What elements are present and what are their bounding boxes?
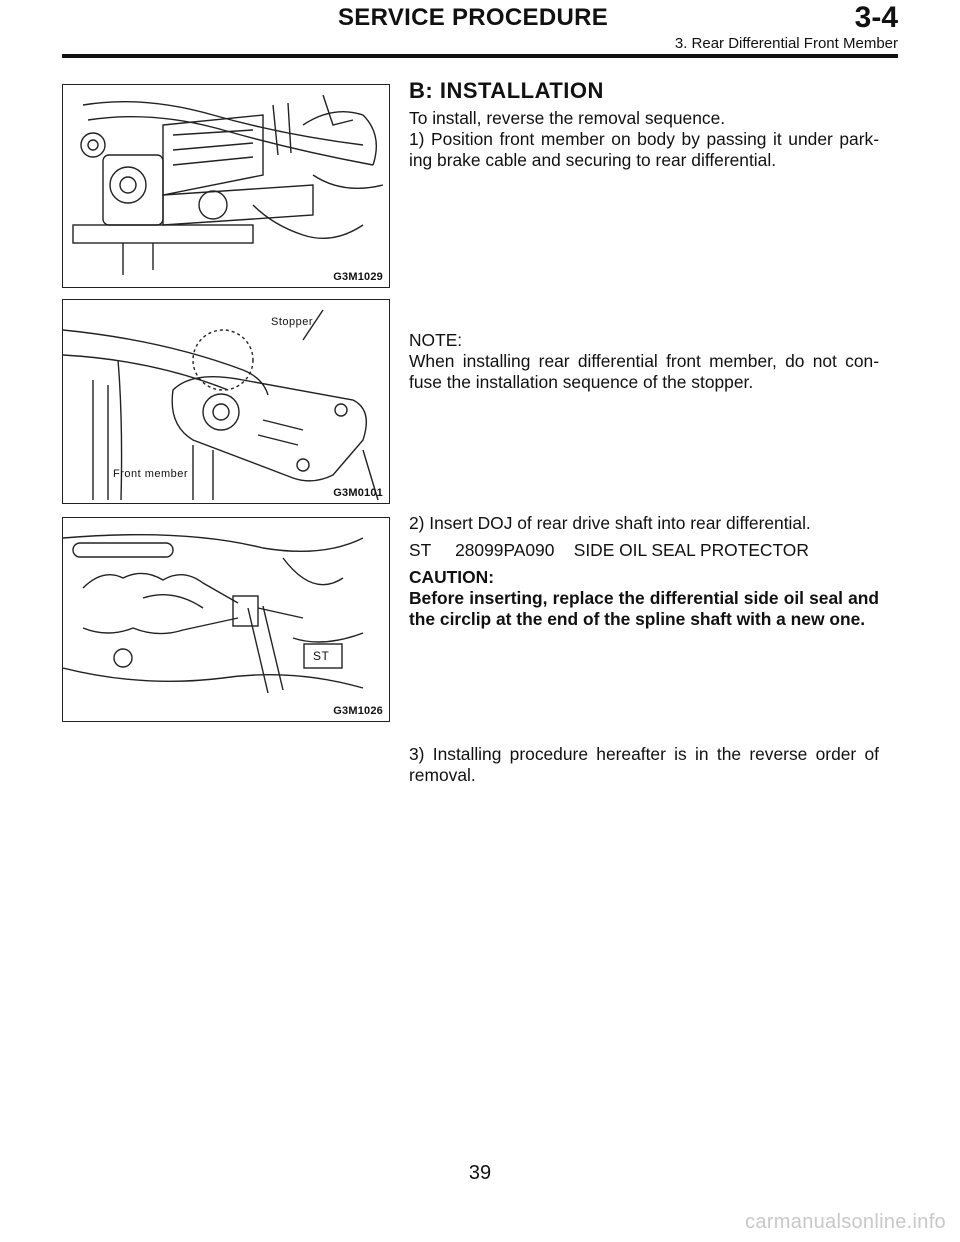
section-title: SERVICE PROCEDURE <box>338 4 609 31</box>
step-1: 1) Position front member on body by passing it under park-ing brake cable and securing to rear differential. <box>409 129 879 170</box>
special-tool-line <box>409 540 809 561</box>
watermark: carmanualsonline.info <box>745 1211 946 1233</box>
section-subtitle: 3. Rear Differential Front Member <box>674 35 898 52</box>
note-label: NOTE: <box>409 330 463 350</box>
page-number: 39 <box>468 1162 492 1184</box>
figure-caption: G3M1029 <box>333 271 383 283</box>
st-tool-name: SIDE OIL SEAL PROTECTOR <box>573 540 809 560</box>
note-text: When installing rear differential front member, do not con-fuse the installation sequence of the stopper. <box>409 351 879 392</box>
step-2: 2) Insert DOJ of rear drive shaft into rear differential. <box>409 513 811 533</box>
figure-caption: G3M1026 <box>333 705 383 717</box>
figure-g3m0101 <box>62 299 390 504</box>
step-3: 3) Installing procedure hereafter is in the reverse order of removal. <box>409 744 879 785</box>
figure-caption: G3M0101 <box>333 487 383 499</box>
figure-g3m1026-illustration <box>63 518 390 722</box>
figure-g3m1026 <box>62 517 390 722</box>
header-rule <box>62 54 898 58</box>
label-front-member: Front member <box>113 468 189 480</box>
figure-g3m1029-illustration <box>63 85 390 288</box>
label-st: ST <box>313 649 330 663</box>
section-number: 3-4 <box>854 1 898 34</box>
caution-label: CAUTION: <box>409 567 495 587</box>
caution-text: Before inserting, replace the differential side oil seal and the circlip at the end of the spline shaft with a new one. <box>409 588 879 629</box>
intro-text: To install, reverse the removal sequence. <box>409 108 726 128</box>
st-part-number: 28099PA090 <box>455 540 555 560</box>
label-stopper: Stopper <box>271 316 314 328</box>
section-heading: B: INSTALLATION <box>409 78 604 103</box>
st-prefix: ST <box>409 540 431 560</box>
figure-g3m1029 <box>62 84 390 288</box>
